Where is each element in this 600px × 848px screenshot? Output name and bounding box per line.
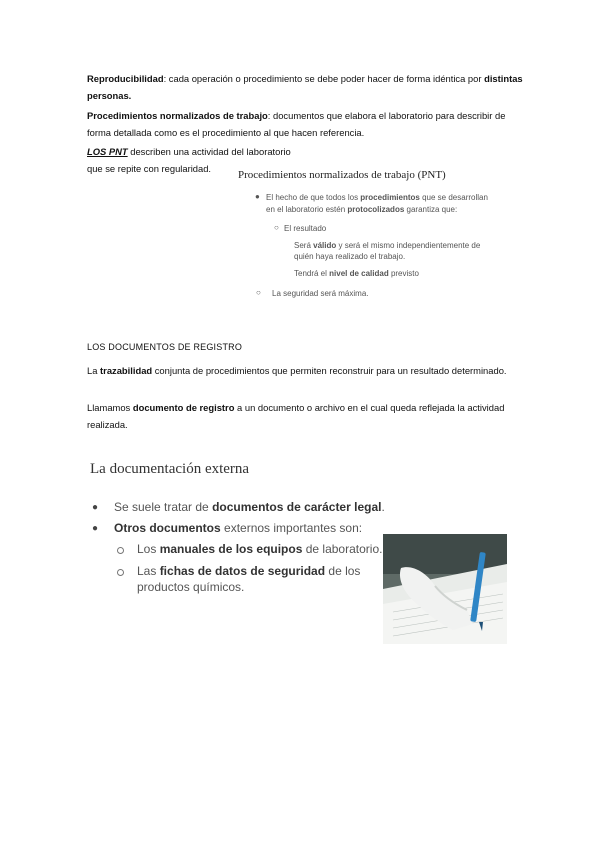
definition-text: : cada operación o procedimiento se debe poder hacer de forma idéntica por — [163, 73, 485, 84]
los-pnt-line2: que se repite con regularidad. — [87, 162, 212, 174]
term-pnt: Procedimientos normalizados de trabajo — [87, 110, 268, 121]
paragraph-trazabilidad: La trazabilidad conjunta de procedimientos que permiten reconstruir para un resultado determinado. — [87, 365, 507, 376]
term-reproducibilidad: Reproducibilidad — [87, 73, 164, 84]
bullet-dot-icon: ● — [92, 523, 99, 534]
slide1-sub1: El resultado — [284, 224, 327, 233]
term-trazabilidad: trazabilidad — [100, 365, 153, 376]
bullet-dot-icon: ● — [255, 192, 260, 201]
bullet-dot-icon: ● — [92, 502, 99, 513]
slide1-sub1a: Será válido y será el mismo independientemente de — [294, 241, 481, 250]
slide2-sub2: Las fichas de datos de seguridad de los — [137, 564, 361, 578]
slide2-title: La documentación externa — [90, 461, 250, 477]
paragraph-reproducibilidad — [87, 71, 527, 104]
slide2-bullet2: Otros documentos externos importantes son: — [114, 521, 363, 535]
slide2-sub1: Los manuales de los equipos de laboratorio. — [137, 542, 383, 556]
definition-text-bold: distintas personas. — [87, 73, 523, 101]
slide1-sub2: La seguridad será máxima. — [272, 289, 369, 298]
term-documento-registro: documento de registro — [132, 402, 235, 413]
paragraph-documento-registro: Llamamos documento de registro a un documento o archivo en el cual queda reflejada la actividad realizada. — [87, 402, 505, 430]
slide1-bullet1-line2: en el laboratorio estén protocolizados garantiza que: — [266, 205, 458, 214]
slide1-bullet1: El hecho de que todos los procedimientos que se desarrollan — [266, 193, 488, 202]
definition-text: : documentos que elabora el laboratorio para describir de forma detallada como es el procedimiento al que hacen referencia. — [87, 110, 506, 138]
slide1-title: Procedimientos normalizados de trabajo (PNT) — [238, 169, 446, 181]
slide2-bullet1: Se suele tratar de documentos de carácter legal. — [114, 500, 385, 514]
los-pnt-line1: describen una actividad del laboratorio — [127, 146, 291, 157]
paragraph-pnt-definition — [87, 108, 527, 141]
slide1-sub1a-line2: quién haya realizado el trabajo. — [294, 252, 406, 261]
term-los-pnt: LOS PNT — [87, 146, 128, 157]
sub-bullet-icon — [117, 569, 124, 576]
slide2-sub2-line2: productos químicos. — [137, 580, 245, 594]
section-heading: LOS DOCUMENTOS DE REGISTRO — [87, 342, 243, 352]
slide-pnt-image — [228, 168, 518, 298]
slide1-sub1b: Tendrá el nivel de calidad previsto — [294, 269, 419, 278]
sub-bullet-icon — [117, 547, 124, 554]
sub-bullet-icon: ○ — [274, 223, 279, 232]
writing-hand-photo — [383, 534, 507, 644]
sub-bullet-icon: ○ — [256, 288, 261, 297]
